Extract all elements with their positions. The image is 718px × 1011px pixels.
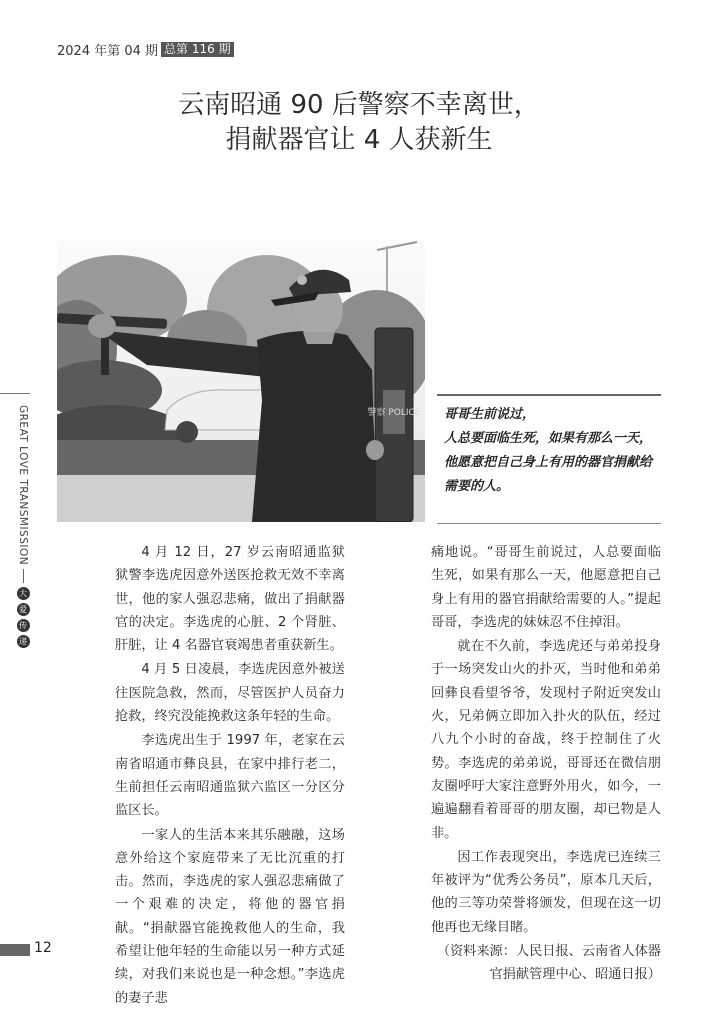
- page-number: 12: [34, 940, 52, 956]
- section-chinese-label: [17, 587, 30, 648]
- section-char-1: 大: [17, 587, 30, 600]
- title-line-1: 云南昭通 90 后警察不幸离世，: [178, 90, 540, 120]
- shield-text: 警察 POLICE: [367, 408, 421, 418]
- quote-bottom-rule: [437, 523, 661, 524]
- total-issue-badge: 总第 116 期: [161, 42, 234, 57]
- paragraph: 4 月 12 日，27 岁云南昭通监狱狱警李选虎因意外送医抢救无效不幸离世，他的家人强忍悲痛，做出了捐献器官的决定。李选虎的心脏、2 个肾脏、肝脏，让 4 名器官衰竭患者重获新生。: [115, 545, 345, 654]
- pull-quote-line-1: 哥哥生前说过，: [444, 407, 536, 422]
- section-char-3: 传: [17, 619, 30, 632]
- pull-quote: [444, 403, 661, 499]
- sidebar-divider: [23, 569, 24, 583]
- section-char-4: 递: [17, 635, 30, 648]
- paragraph: 李选虎出生于 1997 年，老家在云南省昭通市彝良县，在家中排行老二，生前担任云南昭通监狱六监区一分区分监区长。: [115, 733, 345, 819]
- police-officer-photo: [57, 240, 425, 522]
- paragraph: 就在不久前，李选虎还与弟弟投身于一场突发山火的扑灭，当时他和弟弟回彝良看望爷爷，发现村子附近突发山火，兄弟俩立即加入扑火的队伍，经过八九个小时的奋战，终于控制住了火势。李选虎的弟弟说，哥哥还在微信朋友圈呼吁大家注意野外用火，如今，一遍遍翻看着哥哥的朋友圈，却已物是人非。: [431, 639, 661, 841]
- issue-number: 2024 年第 04 期: [57, 44, 159, 59]
- paragraph: 4 月 5 日凌晨，李选虎因意外被送往医院急救，然而，尽管医护人员奋力抢救，终究没能挽救这条年轻的生命。: [115, 662, 345, 725]
- article-column-left: [115, 541, 345, 1011]
- article-title: [0, 88, 718, 158]
- title-line-2: 捐献器官让 4 人获新生: [225, 125, 493, 155]
- section-char-2: 爱: [17, 603, 30, 616]
- paragraph-continued: 痛地说。“哥哥生前说过，人总要面临生死，如果有那么一天，他愿意把自己身上有用的器官捐献给需要的人。”提起哥哥，李选虎的妹妹忍不住掉泪。: [431, 545, 661, 630]
- paragraph: 一家人的生活本来其乐融融，这场意外给这个家庭带来了无比沉重的打击。然而，李选虎的家人强忍悲痛做了一个艰难的决定，将他的器官捐献。“捐献器官能挽救他人的生命，我希望让他年轻的生命能以另一种方式延续，对我们来说也是一种念想。”李选虎的妻子悲: [115, 827, 345, 1006]
- quote-top-rule: [437, 394, 661, 396]
- article-column-right: [431, 541, 661, 988]
- sidebar-rule: [0, 393, 30, 394]
- pull-quote-line-2: 人总要面临生死，如果有那么一天，: [444, 431, 653, 446]
- section-english-label: GREAT LOVE TRANSMISSION: [17, 405, 29, 566]
- paragraph: 因工作表现突出，李选虎已连续三年被评为“优秀公务员”，原本几天后，他的三等功荣誉将颁发，但现在这一切他再也无缘目睹。: [431, 849, 661, 935]
- photo-illustration: [57, 240, 425, 522]
- page-number-bar: [0, 944, 30, 956]
- pull-quote-line-3: 他愿意把自己身上有用的器官捐献给需要的人。: [444, 455, 653, 494]
- issue-info: [57, 40, 234, 59]
- section-sidebar: [14, 405, 32, 648]
- source-note: （资料来源：人民日报、云南省人体器官捐献管理中心、昭通日报）: [436, 944, 661, 983]
